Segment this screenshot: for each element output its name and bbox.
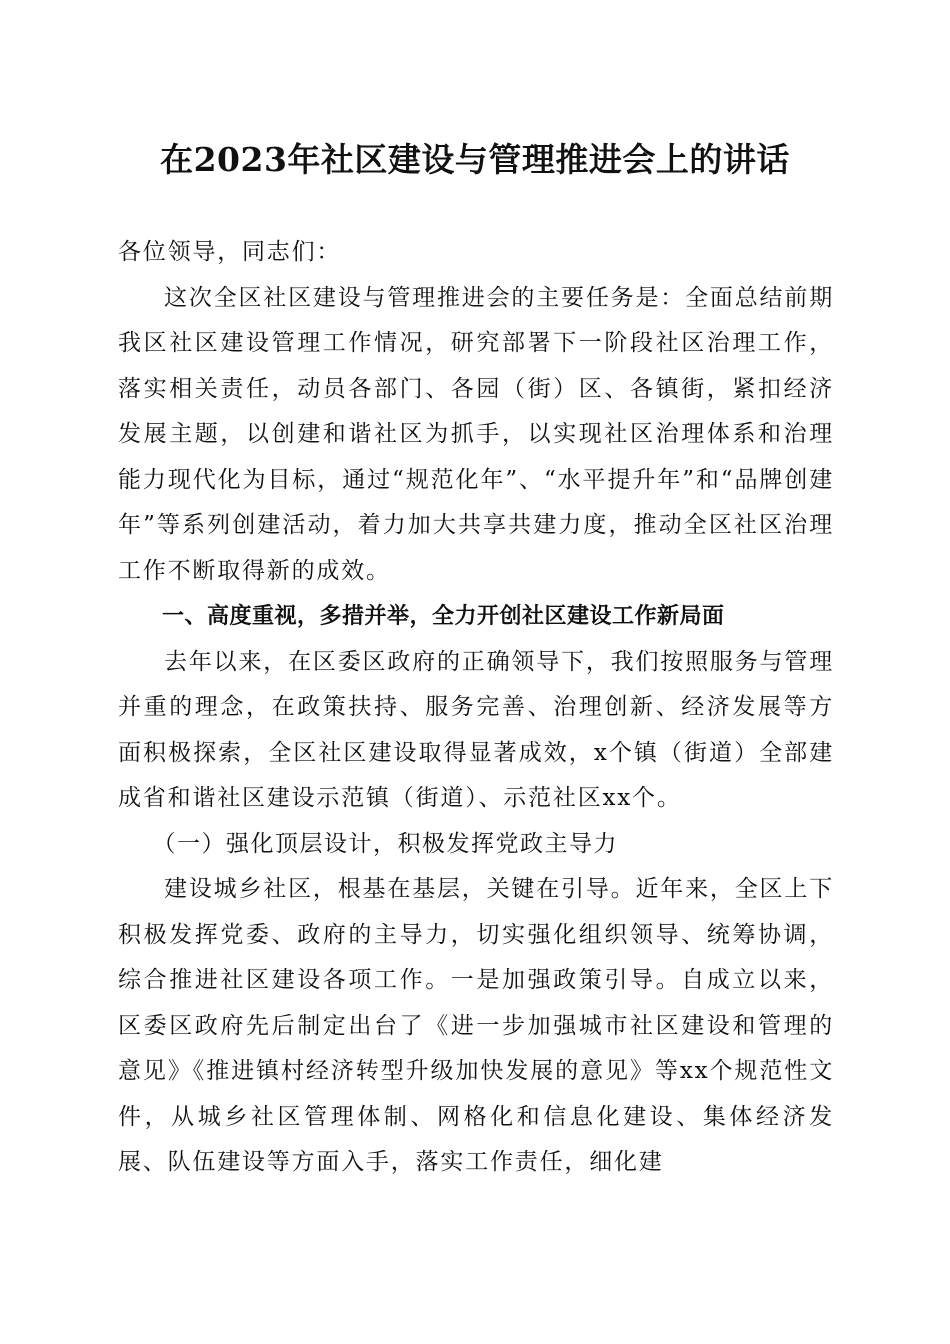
paragraph-subsection-1: 建设城乡社区，根基在基层，关键在引导。近年来，全区上下积极发挥党委、政府的主导力，切实强化组织领导、统筹协调，综合推进社区建设各项工作。一是加强政策引导。自成立以来，区委区政府先后制定出台了《进一步加强城市社区建设和管理的意见》《推进镇村经济转型升级加快发展的意见》等xx个规范性文件，从城乡社区管理体制、网格化和信息化建设、集体经济发展、队伍建设等方面入手，落实工作责任，细化建 xyxy=(118,876,834,1175)
paragraph-section-1: 去年以来，在区委区政府的正确领导下，我们按照服务与管理并重的理念，在政策扶持、服务完善、治理创新、经济发展等方面积极探索，全区社区建设取得显著成效，x个镇（街道）全部建成省和谐社区建设示范镇（街道）、示范社区xx个。 xyxy=(118,648,834,811)
salutation: 各位领导，同志们： xyxy=(118,239,342,265)
paragraph-intro: 这次全区社区建设与管理推进会的主要任务是：全面总结前期我区社区建设管理工作情况，研究部署下一阶段社区治理工作，落实相关责任，动员各部门、各园（街）区、各镇街，紧扣经济发展主题，以创建和谐社区为抓手，以实现社区治理体系和治理能力现代化为目标，通过“规范化年”、“水平提升年”和“品牌创建年”等系列创建活动，着力加大共享共建力度，推动全区社区治理工作不断取得新的成效。 xyxy=(118,284,834,584)
document-title: 在2023年社区建设与管理推进会上的讲话 xyxy=(160,140,790,179)
document-body xyxy=(118,230,834,1186)
subsection-heading-1: （一）强化顶层设计，积极发挥党政主导力 xyxy=(152,830,618,857)
section-heading-1: 一、高度重视，多措并举，全力开创社区建设工作新局面 xyxy=(162,604,725,629)
